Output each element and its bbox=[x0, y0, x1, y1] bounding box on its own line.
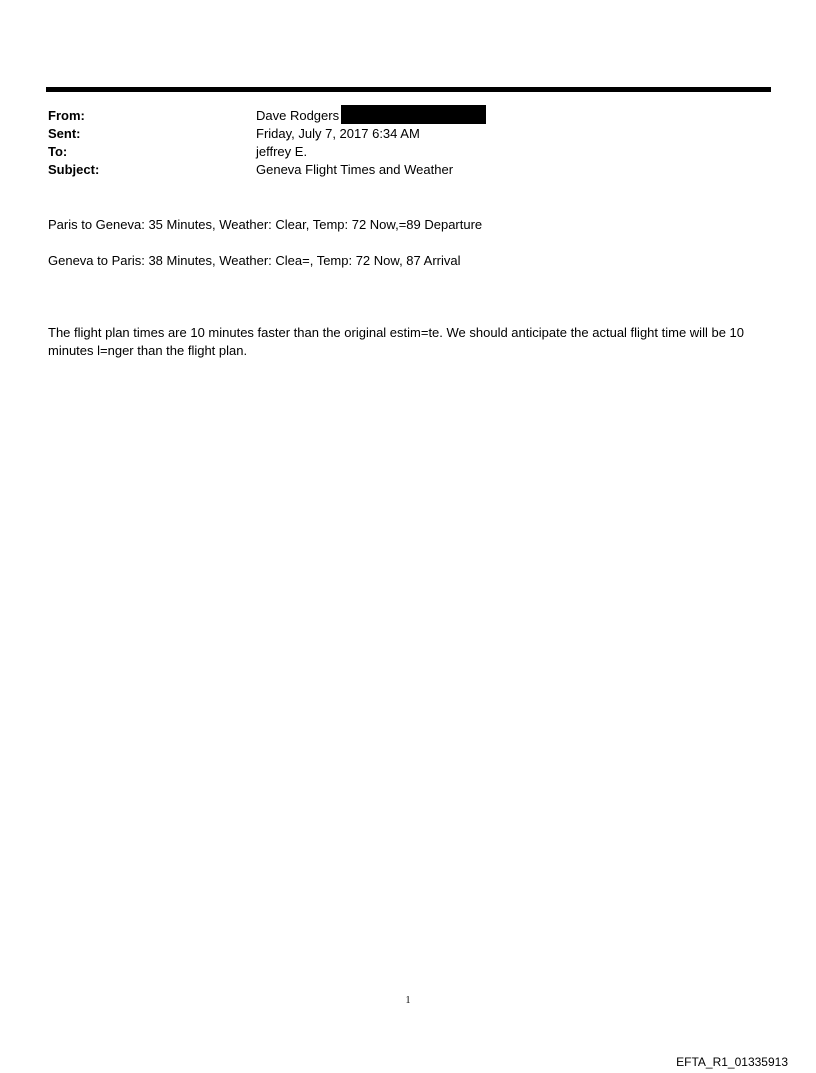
header-divider bbox=[46, 87, 771, 92]
sender-name: Dave Rodgers bbox=[256, 108, 340, 123]
subject-label: Subject: bbox=[48, 162, 100, 177]
page-number: 1 bbox=[405, 995, 411, 1006]
sent-value: Friday, July 7, 2017 6:34 AM bbox=[256, 126, 420, 141]
sent-label: Sent: bbox=[48, 126, 81, 141]
sent-row bbox=[48, 125, 748, 143]
body-line-geneva-to-paris: Geneva to Paris: 38 Minutes, Weather: Clea=, Temp: 72 Now, 87 Arrival bbox=[48, 253, 461, 268]
from-label: From: bbox=[48, 108, 85, 123]
subject-row bbox=[48, 161, 748, 179]
to-value: jeffrey E. bbox=[256, 144, 308, 159]
subject-value: Geneva Flight Times and Weather bbox=[256, 162, 454, 177]
body-line-paris-to-geneva: Paris to Geneva: 35 Minutes, Weather: Clear, Temp: 72 Now,=89 Departure bbox=[48, 217, 483, 232]
to-row bbox=[48, 143, 748, 161]
from-row bbox=[48, 107, 748, 125]
redaction-box bbox=[341, 105, 486, 124]
document-id: EFTA_R1_01335913 bbox=[676, 1055, 788, 1069]
to-label: To: bbox=[48, 144, 68, 159]
body-paragraph: The flight plan times are 10 minutes faster than the original estim=te. We should anticipate the actual flight time will be 10 minutes l=nger than the flight plan. bbox=[48, 325, 744, 358]
email-header bbox=[48, 107, 748, 179]
from-value bbox=[256, 107, 486, 125]
